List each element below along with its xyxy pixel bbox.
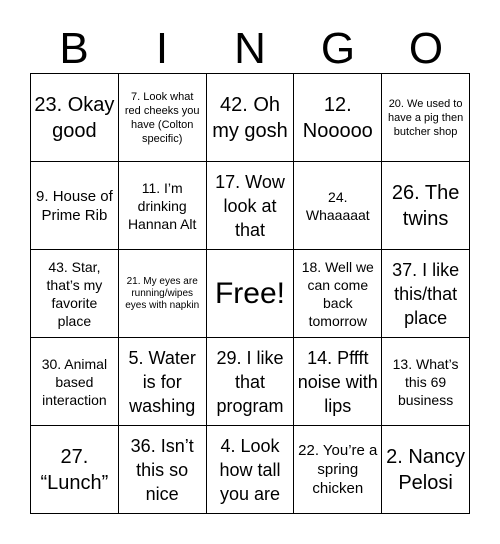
bingo-cell[interactable] — [294, 426, 382, 514]
bingo-cell[interactable] — [119, 250, 207, 338]
bingo-cell[interactable] — [382, 250, 470, 338]
header-letter-n: N — [234, 24, 266, 73]
bingo-cell[interactable] — [119, 338, 207, 426]
cell-text: 26. The twins — [391, 181, 460, 230]
cell-text: 23. Okay good — [34, 93, 115, 142]
cell-text: 36. Isn’t this so nice — [130, 435, 194, 504]
header-letter-g: G — [320, 24, 356, 73]
bingo-cell[interactable] — [382, 162, 470, 250]
cell-text: 13. What’s this 69 business — [392, 355, 459, 408]
bingo-cell[interactable] — [294, 74, 382, 162]
cell-text: 27. “Lunch” — [40, 445, 109, 494]
bingo-cell[interactable] — [294, 250, 382, 338]
header-letter-o: O — [408, 24, 444, 73]
free-space-cell[interactable] — [207, 250, 295, 338]
bingo-cell[interactable] — [207, 338, 295, 426]
bingo-cell[interactable] — [382, 338, 470, 426]
cell-text: 21. My eyes are running/wipes eyes with napkin — [125, 275, 200, 311]
bingo-grid — [30, 73, 470, 514]
bingo-cell[interactable] — [207, 426, 295, 514]
cell-text: 14. Pffft noise with lips — [297, 347, 378, 416]
bingo-cell[interactable] — [207, 74, 295, 162]
free-space-label: Free! — [214, 276, 285, 310]
cell-text: 42. Oh my gosh — [212, 93, 288, 142]
bingo-cell[interactable] — [31, 162, 119, 250]
bingo-cell[interactable] — [31, 250, 119, 338]
bingo-cell[interactable] — [382, 426, 470, 514]
bingo-header — [30, 24, 470, 74]
bingo-cell[interactable] — [294, 162, 382, 250]
cell-text: 20. We used to have a pig then butcher shop — [387, 97, 464, 138]
cell-text: 12. Nooooo — [302, 93, 373, 142]
cell-text: 29. I like that program — [216, 347, 284, 416]
cell-text: 37. I like this/that place — [392, 259, 460, 328]
cell-text: 7. Look what red cheeks you have (Colton specific) — [124, 90, 200, 145]
cell-text: 2. Nancy Pelosi — [386, 445, 466, 494]
bingo-cell[interactable] — [31, 426, 119, 514]
cell-text: 5. Water is for washing — [128, 347, 196, 416]
header-letter-b: B — [59, 24, 89, 73]
bingo-cell[interactable] — [119, 162, 207, 250]
cell-text: 30. Animal based interaction — [41, 355, 108, 408]
cell-text: 43. Star, that’s my favorite place — [46, 258, 103, 329]
bingo-cell[interactable] — [207, 162, 295, 250]
bingo-cell[interactable] — [119, 426, 207, 514]
cell-text: 24. Whaaaaat — [305, 188, 370, 223]
cell-text: 4. Look how tall you are — [219, 435, 281, 504]
cell-text: 9. House of Prime Rib — [36, 187, 113, 224]
bingo-cell[interactable] — [31, 74, 119, 162]
header-letter-i: I — [155, 24, 169, 73]
cell-text: 11. I’m drinking Hannan Alt — [127, 179, 197, 232]
bingo-cell[interactable] — [294, 338, 382, 426]
bingo-cell[interactable] — [31, 338, 119, 426]
bingo-cell[interactable] — [382, 74, 470, 162]
cell-text: 22. You’re a spring chicken — [298, 442, 378, 497]
cell-text: 18. Well we can come back tomorrow — [301, 258, 374, 329]
bingo-cell[interactable] — [119, 74, 207, 162]
cell-text: 17. Wow look at that — [215, 171, 285, 240]
